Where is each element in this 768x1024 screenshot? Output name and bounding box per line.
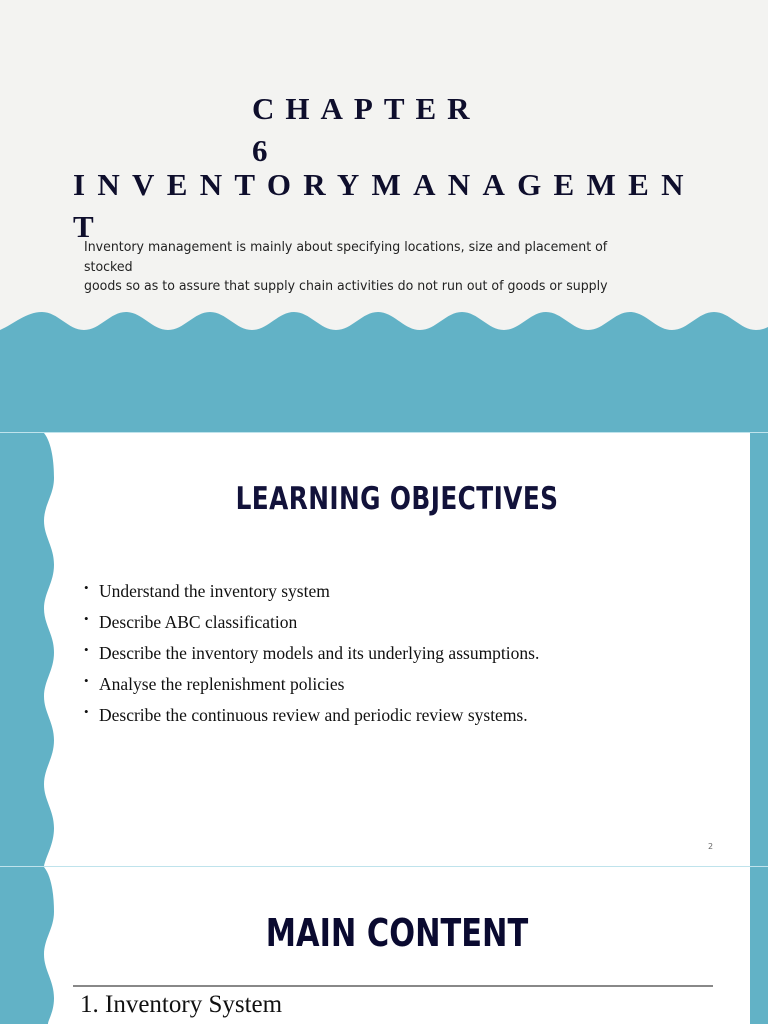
subtitle-line: stocked [84,258,133,275]
bullet-icon: • [84,580,89,595]
list-item [84,672,539,703]
slide-2-learning-objectives [0,432,768,866]
chapter-number: 6 [252,133,279,168]
list-item [84,579,539,610]
bullet-icon: • [84,673,89,688]
content-panel [44,433,750,866]
list-item [84,703,539,734]
wave-decoration [0,300,768,432]
wave-edge-decoration [42,433,62,866]
slide-3-main-content [0,866,768,1024]
divider [73,985,713,987]
content-item: 1. Inventory System [80,991,283,1018]
chapter-label: CHAPTER [252,91,481,126]
bullet-icon: • [84,611,89,626]
slide-subtitle [84,238,642,297]
section-heading: MAIN CONTENT [265,911,529,955]
objective-text: Describe the inventory models and its underlying assumptions. [99,643,540,663]
content-panel [44,867,750,1024]
list-item [84,610,539,641]
wave-edge-decoration [42,867,62,1024]
subtitle-line: Inventory management is mainly about specifying locations, size and placement of [84,239,608,255]
section-heading: LEARNING OBJECTIVES [235,481,559,517]
objective-text: Describe the continuous review and periodic review systems. [99,705,528,725]
objective-text: Describe ABC classification [99,612,298,632]
bullet-icon: • [84,704,89,719]
slide-1-title [0,0,768,432]
chapter-heading [252,88,512,172]
bullet-icon: • [84,642,89,657]
page-number: 2 [708,842,714,851]
slide-title: INVENTORYMANAGEMENT [73,167,696,244]
objective-text: Analyse the replenishment policies [99,674,345,694]
objective-text: Understand the inventory system [99,581,330,601]
list-item [84,641,539,672]
subtitle-line: goods so as to assure that supply chain activities do not run out of goods or supply [84,278,608,294]
objectives-list [84,579,539,734]
